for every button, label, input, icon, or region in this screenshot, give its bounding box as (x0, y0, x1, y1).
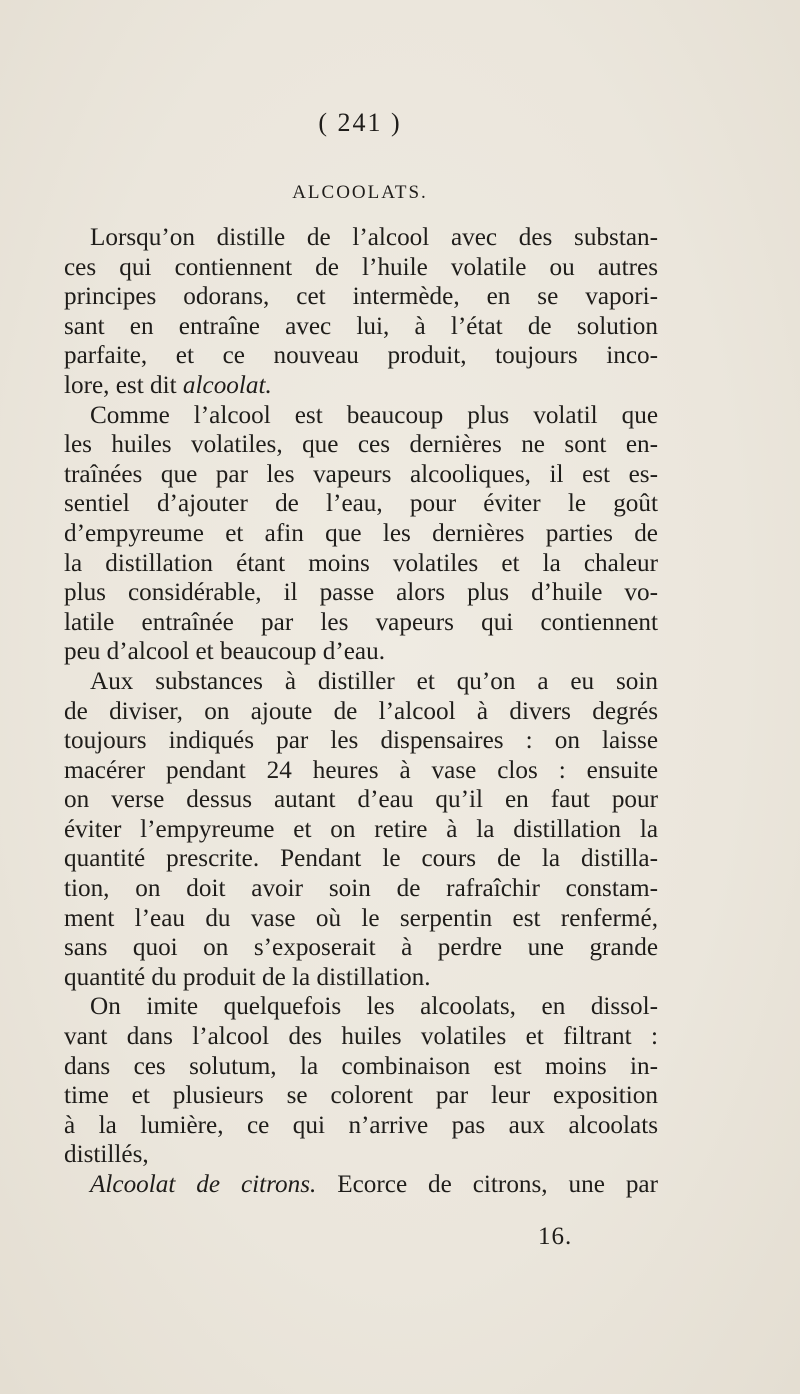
text-line: peu d’alcool et beaucoup d’eau. (64, 638, 385, 666)
text-line: dans ces solutum, la combinaison est moins in- (64, 1052, 658, 1080)
text-line: à la lumière, ce qui n’arrive pas aux alcoolats (64, 1111, 658, 1139)
text-line: ment l’eau du vase où le serpentin est renfermé, (64, 904, 658, 932)
text-line: Aux substances à distiller et qu’on a eu soin (90, 667, 658, 695)
text-line: time et plusieurs se colorent par leur exposition (64, 1082, 658, 1110)
text-line: plus considérable, il passe alors plus d’huile vo- (64, 579, 658, 607)
text-line: parfaite, et ce nouveau produit, toujours inco- (64, 342, 658, 370)
text-line (64, 1170, 658, 1200)
text-line: Lorsqu’on distille de l’alcool avec des substan- (90, 224, 658, 251)
text-line: ces qui contiennent de l’huile volatile ou autres (64, 253, 658, 281)
text-line: sentiel d’ajouter de l’eau, pour éviter le goût (64, 490, 658, 518)
text-line: On imite quelquefois les alcoolats, en dissol- (90, 993, 658, 1021)
text-fragment: Ecorce de citrons, une par (316, 1171, 658, 1198)
text-line: sant en entraîne avec lui, à l’état de solution (64, 312, 658, 340)
text-line: quantité du produit de la distillation. (64, 963, 431, 991)
text-line: tion, on doit avoir soin de rafraîchir constam- (64, 875, 658, 903)
recipe-title: Alcoolat de citrons. (90, 1171, 317, 1198)
text-line: principes odorans, cet intermède, en se vapori- (64, 283, 658, 311)
text-line: toujours indiqués par les dispensaires : on laisse (64, 727, 658, 755)
signature-mark: 16. (538, 1223, 573, 1250)
text-line: latile entraînée par les vapeurs qui contiennent (64, 608, 658, 636)
text-line: de diviser, on ajoute de l’alcool à divers degrés (64, 697, 658, 725)
text-line: macérer pendant 24 heures à vase clos : ensuite (64, 756, 658, 784)
body-text (64, 223, 658, 1200)
italic-term: alcoolat. (182, 371, 272, 399)
text-line: distillés, (64, 1141, 149, 1169)
text-line: les huiles volatiles, que ces dernières ne sont en- (64, 431, 658, 459)
section-title: ALCOOLATS. (292, 182, 428, 203)
page-number: ( 241 ) (318, 108, 402, 137)
text-line: quantité prescrite. Pendant le cours de la distilla- (64, 845, 658, 873)
text-fragment: lore, est dit (64, 371, 183, 399)
text-line: éviter l’empyreume et on retire à la distillation la (64, 815, 658, 843)
text-line: sans quoi on s’exposerait à perdre une grande (64, 934, 658, 962)
text-line: la distillation étant moins volatiles et la chaleur (64, 549, 658, 577)
text-line: d’empyreume et afin que les dernières parties de (64, 519, 658, 547)
text-line: on verse dessus autant d’eau qu’il en faut pour (64, 786, 658, 814)
text-line: traînées que par les vapeurs alcooliques, il est es- (64, 460, 658, 488)
text-line: Comme l’alcool est beaucoup plus volatil que (90, 401, 658, 429)
text-line (64, 371, 658, 401)
text-line: vant dans l’alcool des huiles volatiles et filtrant : (64, 1023, 658, 1051)
